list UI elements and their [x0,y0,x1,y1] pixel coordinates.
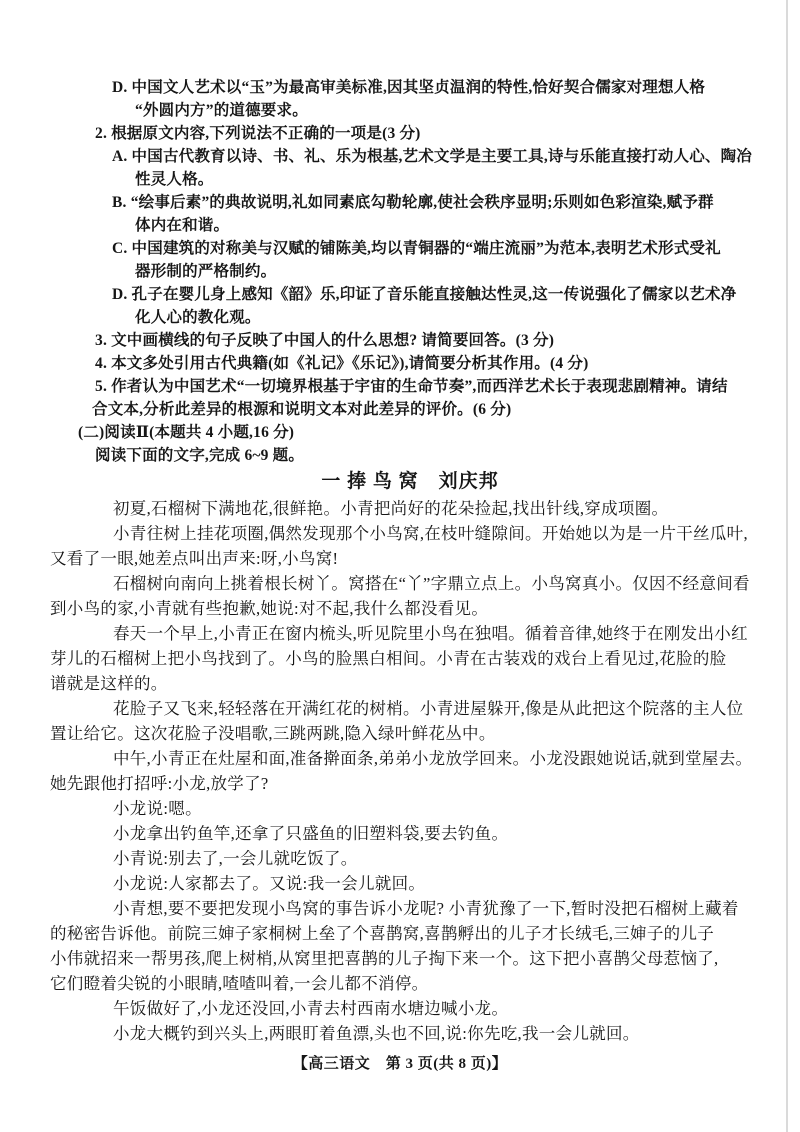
text-line: 3. 文中画横线的句子反映了中国人的什么思想? 请简要回答。(3 分) [95,332,555,349]
text-line: 5. 作者认为中国艺术“一切境界根基于宇宙的生命节奏”,而西洋艺术长于表现悲剧精神。请结 [95,378,728,395]
text-line: 花脸子又飞来,轻轻落在开满红花的树梢。小青进屋躲开,像是从此把这个院落的主人位 [113,699,744,718]
text-line: 谱就是这样的。 [50,674,168,693]
text-line: 置让给它。这次花脸子没唱歌,三跳两跳,隐入绿叶鲜花丛中。 [50,724,496,743]
story-title-line: 一 捧 鸟 窝 刘庆邦 [321,471,499,492]
text-line: 4. 本文多处引用古代典籍(如《礼记》《乐记》),请简要分析其作用。(4 分) [95,355,589,372]
text-line: “外圆内方”的道德要求。 [135,102,308,119]
text-line: 中午,小青正在灶屋和面,准备擀面条,弟弟小龙放学回来。小龙没跟她说话,就到堂屋去。 [113,749,753,768]
page-footer: 【高三语文 第 3 页(共 8 页)】 [292,1056,508,1072]
text-line: 芽儿的石榴树上把小鸟找到了。小鸟的脸黑白相间。小青在古装戏的戏台上看见过,花脸的脸 [50,649,727,668]
text-line: 器形制的严格制约。 [135,263,277,280]
text-line: 化人心的教化观。 [135,309,261,326]
text-line: C. 中国建筑的对称美与汉赋的铺陈美,均以青铜器的“端庄流丽”为范本,表明艺术形式受礼 [112,240,721,257]
text-line: 的秘密告诉他。前院三婶子家桐树上垒了个喜鹊窝,喜鹊孵出的儿子才长绒毛,三婶子的儿子 [50,924,715,943]
text-line: 春天一个早上,小青正在窗内梳头,听见院里小鸟在独唱。循着音律,她终于在刚发出小红 [113,624,748,643]
text-line: 它们瞪着尖锐的小眼睛,喳喳叫着,一会儿都不消停。 [50,974,429,993]
text-line: 合文本,分析此差异的根源和说明文本对此差异的评价。(6 分) [92,401,512,418]
text-line: 小龙拿出钓鱼竿,还拿了只盛鱼的旧塑料袋,要去钓鱼。 [113,824,509,843]
text-line: 小龙说:人家都去了。又说:我一会儿就回。 [113,874,426,893]
text-line: 小青想,要不要把发现小鸟窝的事告诉小龙呢? 小青犹豫了一下,暂时没把石榴树上藏着 [113,899,739,918]
text-line: 石榴树向南向上挑着根长树丫。窝搭在“丫”字鼎立点上。小鸟窝真小。仅因不经意间看 [113,574,750,593]
text-line: (二)阅读Ⅱ(本题共 4 小题,16 分) [78,424,295,441]
text-line: 体内在和谐。 [135,217,230,234]
text-line: 阅读下面的文字,完成 6~9 题。 [95,447,305,464]
scan-edge-right [786,0,788,1132]
text-line: 她先跟他打招呼:小龙,放学了? [50,774,269,793]
text-line: 性灵人格。 [135,171,214,188]
text-line: D. 孔子在婴儿身上感知《韶》乐,印证了音乐能直接触达性灵,这一传说强化了儒家以艺术净 [112,286,737,303]
text-line: 小龙说:嗯。 [113,799,202,818]
text-line: 小青往树上挂花项圈,偶然发现那个小鸟窝,在枝叶缝隙间。开始她以为是一片干丝瓜叶, [113,524,748,543]
text-line: 到小鸟的家,小青就有些抱歉,她说:对不起,我什么都没看见。 [50,599,489,618]
text-line: 又看了一眼,她差点叫出声来:呀,小鸟窝! [50,549,339,568]
text-line: B. “绘事后素”的典故说明,礼如同素底勾勒轮廓,使社会秩序显明;乐则如色彩渲染,赋予群 [112,194,714,211]
text-line: D. 中国文人艺术以“玉”为最高审美标准,因其坚贞温润的特性,恰好契合儒家对理想人格 [112,79,706,96]
text-line: 小青说:别去了,一会儿就吃饭了。 [113,849,358,868]
text-line: 午饭做好了,小龙还没回,小青去村西南水塘边喊小龙。 [113,999,509,1018]
text-line: 小伟就招来一帮男孩,爬上树梢,从窝里把喜鹊的儿子掏下来一个。这下把小喜鹊父母惹恼了, [50,949,719,968]
document-lines [50,76,770,1046]
text-line: 小龙大概钓到兴头上,两眼盯着鱼漂,头也不回,说:你先吃,我一会儿就回。 [113,1024,640,1043]
text-line: 初夏,石榴树下满地花,很鲜艳。小青把尚好的花朵捡起,找出针线,穿成项圈。 [113,499,669,518]
text-line: A. 中国古代教育以诗、书、礼、乐为根基,艺术文学是主要工具,诗与乐能直接打动人心、陶冶 [112,148,752,165]
text-line: 2. 根据原文内容,下列说法不正确的一项是(3 分) [95,125,421,142]
